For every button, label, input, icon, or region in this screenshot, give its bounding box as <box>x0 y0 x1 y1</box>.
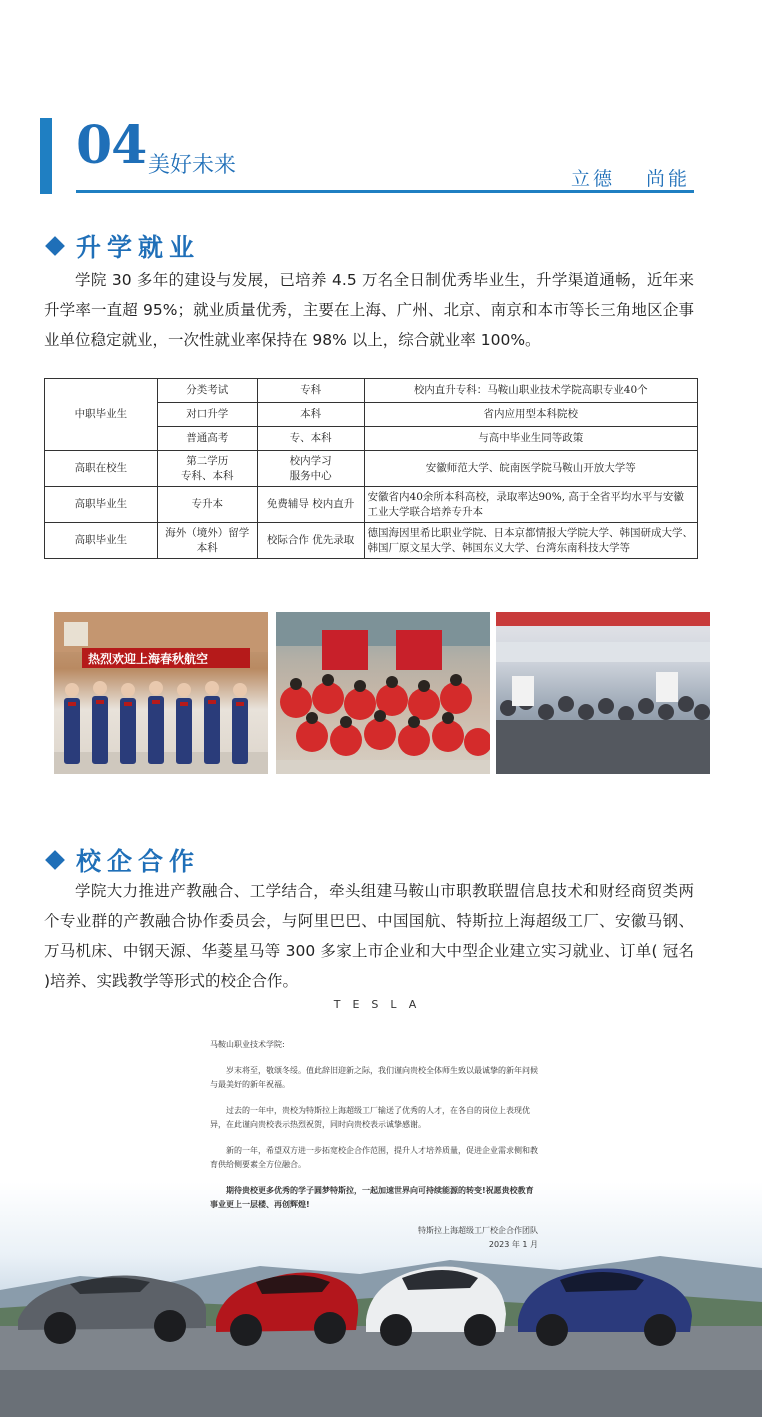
section-paragraph: 学院 30 多年的建设与发展，已培养 4.5 万名全日制优秀毕业生，升学渠道通畅，近年来升学率一直超 95%；就业质量优秀，主要在上海、广州、北京、南京和本市等长三角地区企事业单位稳定就业，一次性就业率保持在 98% 以上，综合就业率 100%。 <box>44 271 694 349</box>
section-title: 校企合作 <box>76 847 201 876</box>
table-row <box>45 523 698 559</box>
photo-students-group <box>276 612 490 774</box>
tesla-logo: TESLA <box>333 998 429 1011</box>
table-cell-group: 中职毕业生 <box>45 379 158 451</box>
photo-job-fair <box>496 612 710 774</box>
diamond-bullet-icon <box>45 236 65 256</box>
chapter-number: 04 <box>76 115 147 176</box>
table-cell: 省内应用型本科院校 <box>364 403 697 427</box>
table-cell-group: 高职毕业生 <box>45 523 158 559</box>
school-motto: 立德 尚能 <box>570 168 690 190</box>
table-cell-group: 高职在校生 <box>45 451 158 487</box>
flight-attendants-illustration <box>54 612 268 774</box>
table-cell: 本科 <box>257 403 364 427</box>
table-cell: 校际合作 优先录取 <box>257 523 364 559</box>
students-group-illustration <box>276 612 490 774</box>
table-cell: 分类考试 <box>157 379 257 403</box>
section-heading-cooperation <box>44 842 200 878</box>
photo-banner-text: 热烈欢迎上海春秋航空 <box>88 652 209 666</box>
section-heading-employment <box>44 228 200 264</box>
table-cell: 德国海因里希比职业学院、日本京都情报大学院大学、韩国研成大学、韩国厂原文星大学、韩国东义大学、台湾东南科技大学等 <box>364 523 697 559</box>
table-cell: 安徽省内40余所本科高校，录取率达90%, 高于全省平均水平与安徽工业大学联合培养专升本 <box>364 487 697 523</box>
table-cell: 安徽师范大学、皖南医学院马鞍山开放大学等 <box>364 451 697 487</box>
table-cell: 校内学习 服务中心 <box>257 451 364 487</box>
table-row <box>45 487 698 523</box>
table-cell: 免费辅导 校内直升 <box>257 487 364 523</box>
table-cell-group: 高职毕业生 <box>45 487 158 523</box>
table-cell: 第二学历 专科、本科 <box>157 451 257 487</box>
table-cell: 专科 <box>257 379 364 403</box>
letter-date: 2023 年 1 月 <box>488 1240 538 1249</box>
tesla-letter <box>0 990 762 1417</box>
letter-paragraph: 过去的一年中，贵校为特斯拉上海超级工厂输送了优秀的人才，在各自的岗位上表现优异，在此谨向贵校表示热烈祝贺，同时向贵校表示诚挚感谢。 <box>210 1106 530 1129</box>
photo-flight-attendants <box>54 612 268 774</box>
table-cell: 专升本 <box>157 487 257 523</box>
section-paragraph: 学院大力推进产教融合、工学结合，牵头组建马鞍山市职教联盟信息技术和财经商贸类两个专业群的产教融合协作委员会，与阿里巴巴、中国国航、特斯拉上海超级工厂、安徽马钢、万马机床、中钢天源、华菱星马等 300 多家上市企业和大中型企业建立实习就业、订单( 冠名 )培养、实践教学等形式的校企合作。 <box>44 882 694 990</box>
table-row <box>45 379 698 403</box>
header-rule <box>76 190 694 193</box>
table-cell: 普通高考 <box>157 427 257 451</box>
table-cell: 专、本科 <box>257 427 364 451</box>
pathway-table <box>44 378 698 559</box>
table-row <box>45 451 698 487</box>
table-cell: 海外（境外）留学 本科 <box>157 523 257 559</box>
letter-signature: 特斯拉上海超级工厂校企合作团队 <box>418 1226 538 1235</box>
letter-closing: 期待贵校更多优秀的学子圆梦特斯拉，一起加速世界向可持续能源的转变!祝愿贵校教育事业更上一层楼、再创辉煌! <box>210 1186 534 1209</box>
header-accent-bar <box>40 118 52 194</box>
table-cell: 校内直升专科：马鞍山职业技术学院高职专业40个 <box>364 379 697 403</box>
letter-paragraph: 新的一年，希望双方进一步拓宽校企合作范围，提升人才培养质量，促进企业需求侧和教育供给侧要素全方位融合。 <box>210 1146 538 1169</box>
diamond-bullet-icon <box>45 850 65 870</box>
letter-paragraph: 岁末将至，敬颂冬绥。值此辞旧迎新之际，我们谨向贵校全体师生致以最诚挚的新年问候与最美好的新年祝福。 <box>210 1066 538 1089</box>
table-cell: 对口升学 <box>157 403 257 427</box>
job-fair-illustration <box>496 612 710 774</box>
letter-salutation: 马鞍山职业技术学院: <box>210 1040 285 1049</box>
section-title: 升学就业 <box>76 233 201 262</box>
chapter-title: 美好未来 <box>148 153 237 178</box>
table-cell: 与高中毕业生同等政策 <box>364 427 697 451</box>
